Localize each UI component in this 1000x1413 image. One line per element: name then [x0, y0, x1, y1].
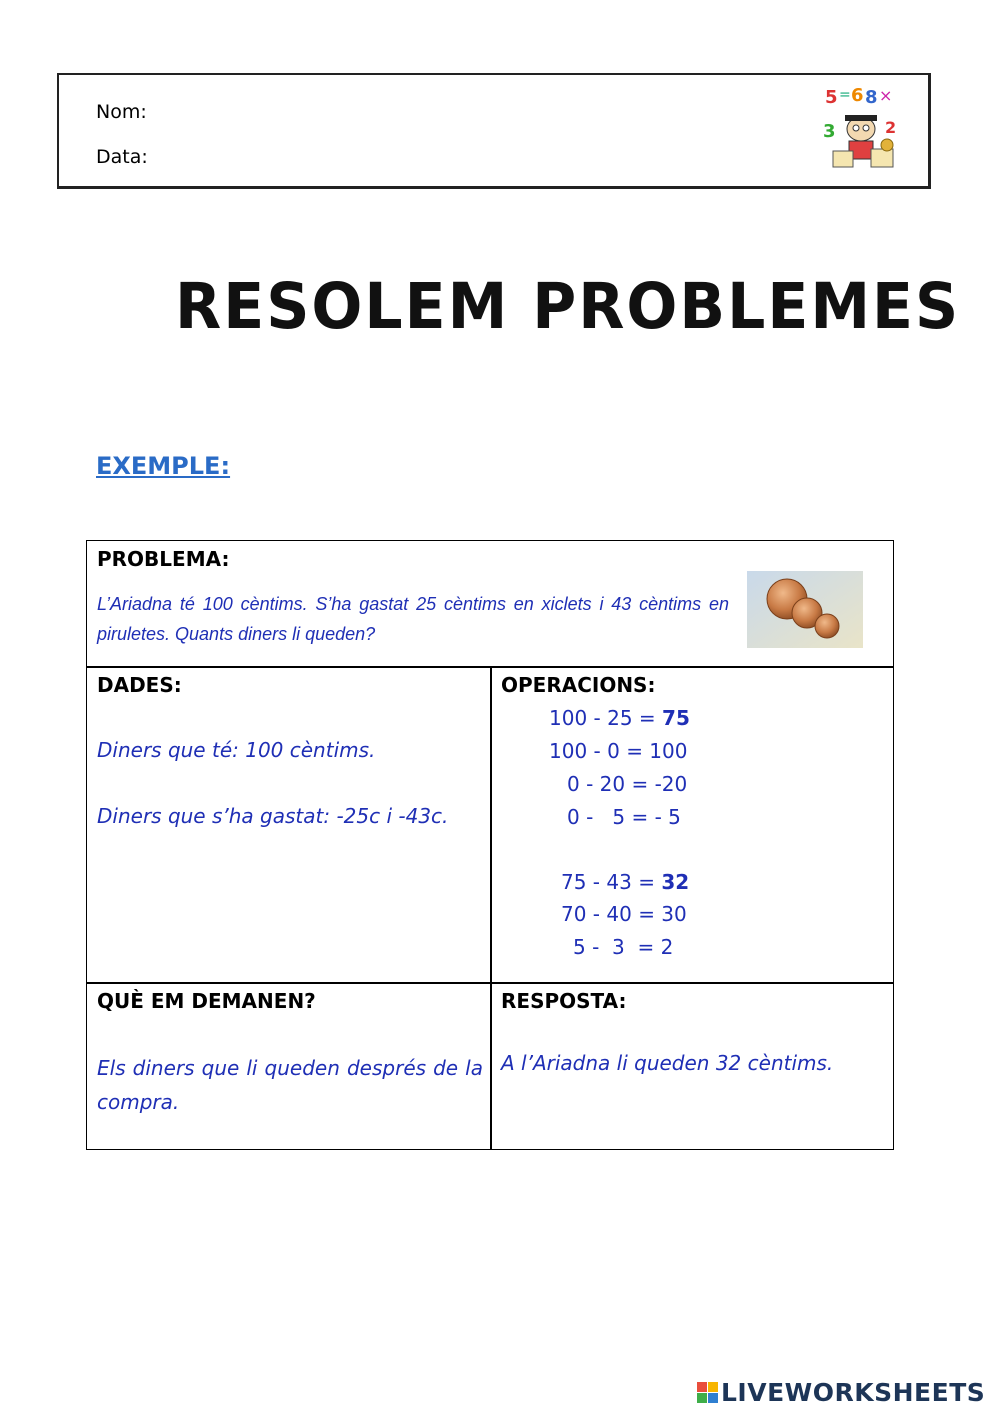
svg-text:2: 2: [885, 118, 897, 137]
question-cell: [86, 982, 492, 1150]
question-label: QUÈ EM DEMANEN?: [97, 989, 316, 1013]
operations-label: OPERACIONS:: [501, 673, 656, 697]
operation-line: 0 - 20 = -20: [567, 772, 688, 796]
question-text: Els diners que li queden després de la compra.: [97, 1056, 483, 1114]
answer-text: A l’Ariadna li queden 32 cèntims.: [501, 1051, 834, 1075]
data-line: Diners que s’ha gastat: -25c i -43c.: [97, 804, 449, 828]
operations-cell: [490, 666, 894, 984]
operation-line: 100 - 0 = 100: [549, 739, 688, 763]
operation-line: 5 - 3 = 2: [573, 935, 674, 959]
example-heading: EXEMPLE:: [96, 452, 231, 480]
operation-line: 100 - 25 = 75: [549, 706, 690, 730]
name-label: Nom:: [96, 101, 147, 123]
data-cell: [86, 666, 492, 984]
data-line: Diners que té: 100 cèntims.: [97, 738, 376, 762]
liveworksheets-brand: LIVEWORKSHEETS: [721, 1378, 986, 1407]
student-info-box: [57, 73, 931, 189]
svg-text:6: 6: [851, 85, 864, 106]
liveworksheets-logo: [697, 1378, 995, 1408]
data-label: DADES:: [97, 673, 182, 697]
operation-line: 75 - 43 = 32: [561, 870, 690, 894]
date-label: Data:: [96, 146, 148, 168]
svg-text:8: 8: [865, 87, 878, 108]
svg-text:×: ×: [879, 86, 893, 105]
coins-icon: [747, 571, 863, 648]
answer-cell: [490, 982, 894, 1150]
problem-label: PROBLEMA:: [97, 547, 230, 571]
math-kid-icon: [821, 81, 905, 173]
operation-line: 0 - 5 = - 5: [567, 805, 681, 829]
answer-label: RESPOSTA:: [501, 989, 627, 1013]
svg-text:=: =: [839, 87, 851, 103]
problem-table: [86, 540, 894, 1150]
page-title: RESOLEM PROBLEMES: [175, 270, 961, 344]
problem-cell: [86, 540, 894, 668]
liveworksheets-logo-icon: [697, 1382, 719, 1404]
problem-text: L’Ariadna té 100 cèntims. S’ha gastat 25 cèntims en xiclets i 43 cèntims en piruletes. Quants diners li queden?: [97, 594, 729, 644]
operation-line: 70 - 40 = 30: [561, 902, 687, 926]
svg-text:5: 5: [825, 87, 838, 108]
svg-text:3: 3: [823, 121, 836, 142]
